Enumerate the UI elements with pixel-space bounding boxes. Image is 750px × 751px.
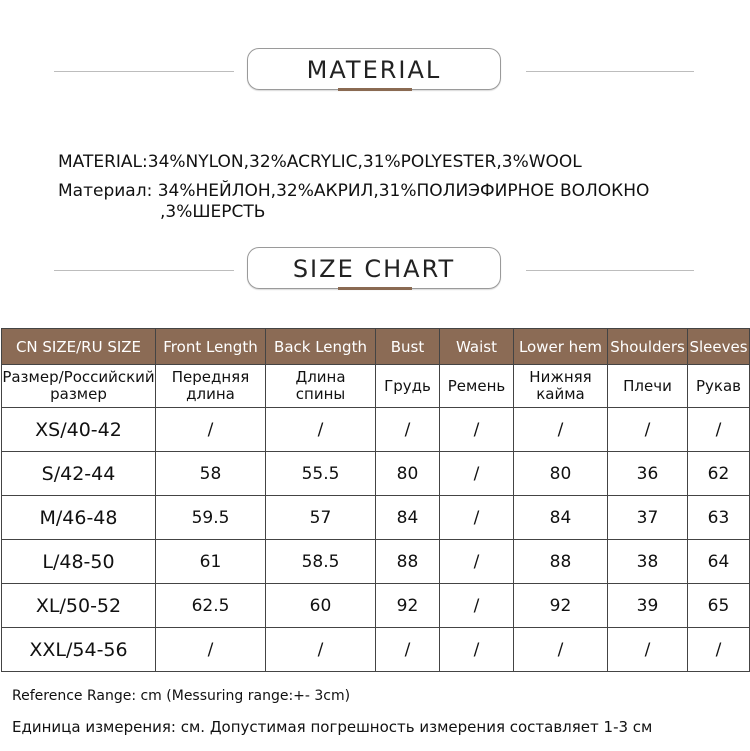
table-row: [2, 496, 750, 540]
column-header-ru: [514, 365, 608, 408]
measurement-cell: 92: [514, 584, 608, 628]
measurement-cell: 63: [688, 496, 750, 540]
divider-left: [54, 71, 234, 72]
column-header-ru: [2, 365, 156, 408]
size-cell: XS/40-42: [2, 408, 156, 452]
column-header-ru-line: спины: [295, 385, 346, 403]
size-section-header: [0, 247, 750, 293]
measurement-cell: /: [440, 584, 514, 628]
divider-right: [526, 270, 694, 271]
material-section-header: [0, 48, 750, 94]
measurement-cell: 80: [514, 452, 608, 496]
measurement-cell: 92: [376, 584, 440, 628]
divider-right: [526, 71, 694, 72]
size-cell: S/42-44: [2, 452, 156, 496]
column-header-ru-line: длина: [186, 385, 235, 403]
measurement-cell: /: [156, 628, 266, 672]
measurement-cell: 88: [514, 540, 608, 584]
size-cell: XL/50-52: [2, 584, 156, 628]
measurement-cell: 58.5: [266, 540, 376, 584]
divider-left: [54, 270, 234, 271]
measurement-cell: 60: [266, 584, 376, 628]
measurement-cell: 37: [608, 496, 688, 540]
measurement-cell: 64: [688, 540, 750, 584]
table-row: [2, 584, 750, 628]
column-header-ru-line: Размер/Российский: [2, 368, 155, 386]
measurement-cell: /: [266, 408, 376, 452]
reference-range-en: Reference Range: cm (Messuring range:+- 3cm): [12, 688, 351, 704]
measurement-cell: /: [266, 628, 376, 672]
header-row: [2, 329, 750, 365]
column-header-ru-line: Длина: [295, 368, 346, 386]
size-chart-title: SIZE CHART: [247, 247, 501, 289]
measurement-cell: /: [156, 408, 266, 452]
column-header-ru: [440, 365, 514, 408]
size-cell: M/46-48: [2, 496, 156, 540]
measurement-cell: /: [688, 628, 750, 672]
measurement-cell: 58: [156, 452, 266, 496]
column-header-ru: [266, 365, 376, 408]
table-row: [2, 540, 750, 584]
measurement-cell: 59.5: [156, 496, 266, 540]
measurement-cell: 61: [156, 540, 266, 584]
column-header: Shoulders: [608, 329, 688, 365]
column-header-ru-line: Плечи: [623, 376, 672, 395]
column-header: CN SIZE/RU SIZE: [2, 329, 156, 365]
measurement-cell: 36: [608, 452, 688, 496]
material-ru: [58, 181, 649, 201]
material-en: [58, 152, 582, 172]
title-underline: [338, 287, 412, 290]
measurement-cell: 62.5: [156, 584, 266, 628]
measurement-cell: /: [440, 496, 514, 540]
material-ru-label: Материал:: [58, 181, 153, 201]
measurement-cell: /: [608, 408, 688, 452]
column-header-ru: [688, 365, 750, 408]
title-underline: [338, 88, 412, 91]
column-header: Back Length: [266, 329, 376, 365]
measurement-cell: /: [440, 452, 514, 496]
measurement-cell: 57: [266, 496, 376, 540]
measurement-cell: /: [376, 628, 440, 672]
measurement-cell: /: [514, 628, 608, 672]
measurement-cell: 65: [688, 584, 750, 628]
table-row: [2, 452, 750, 496]
column-header: Bust: [376, 329, 440, 365]
material-en-label: MATERIAL:: [58, 152, 148, 172]
material-ru-cont: [160, 202, 265, 222]
column-header: Waist: [440, 329, 514, 365]
column-header-ru: [608, 365, 688, 408]
size-cell: XXL/54-56: [2, 628, 156, 672]
measurement-cell: 39: [608, 584, 688, 628]
measurement-cell: /: [440, 628, 514, 672]
reference-range-ru: Единица измерения: см. Допустимая погрешность измерения составляет 1-3 см: [12, 718, 653, 736]
column-header-ru-line: размер: [50, 385, 107, 403]
column-header-ru-line: Нижняя: [529, 368, 592, 386]
measurement-cell: /: [440, 408, 514, 452]
measurement-cell: 84: [376, 496, 440, 540]
size-chart-table: [1, 328, 750, 672]
column-header-ru: [376, 365, 440, 408]
measurement-cell: 88: [376, 540, 440, 584]
measurement-cell: 55.5: [266, 452, 376, 496]
column-header: Front Length: [156, 329, 266, 365]
table-row: [2, 628, 750, 672]
measurement-cell: /: [608, 628, 688, 672]
header-row-ru: [2, 365, 750, 408]
column-header: Sleeves: [688, 329, 750, 365]
measurement-cell: /: [376, 408, 440, 452]
column-header-ru-line: Рукав: [695, 376, 741, 395]
size-cell: L/48-50: [2, 540, 156, 584]
measurement-cell: /: [440, 540, 514, 584]
measurement-cell: /: [688, 408, 750, 452]
measurement-cell: 80: [376, 452, 440, 496]
column-header: Lower hem: [514, 329, 608, 365]
measurement-cell: 38: [608, 540, 688, 584]
column-header-ru-line: кайма: [536, 385, 585, 403]
column-header-ru-line: Ремень: [447, 376, 506, 395]
material-en-value: 34%NYLON,32%ACRYLIC,31%POLYESTER,3%WOOL: [147, 152, 582, 172]
column-header-ru: [156, 365, 266, 408]
measurement-cell: 84: [514, 496, 608, 540]
table-row: [2, 408, 750, 452]
material-ru-value-2: ,3%ШЕРСТЬ: [160, 202, 266, 222]
measurement-cell: /: [514, 408, 608, 452]
column-header-ru-line: Передняя: [171, 368, 250, 386]
material-title: MATERIAL: [247, 48, 501, 90]
measurement-cell: 62: [688, 452, 750, 496]
material-ru-value: 34%НЕЙЛОН,32%АКРИЛ,31%ПОЛИЭФИРНОЕ ВОЛОКНО: [157, 181, 650, 201]
column-header-ru-line: Грудь: [384, 376, 431, 395]
